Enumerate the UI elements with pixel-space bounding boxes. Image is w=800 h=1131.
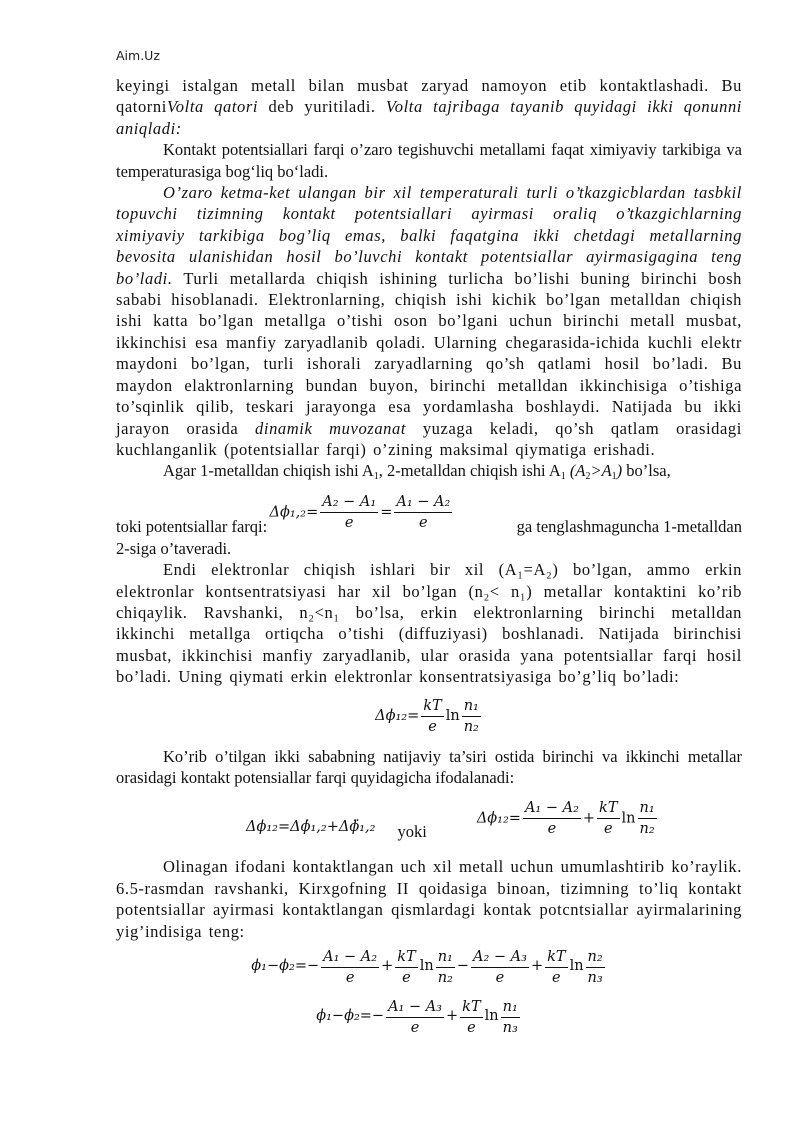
denominator: n₂	[639, 820, 655, 837]
denominator: e	[495, 969, 505, 986]
paragraph-7: Olinagan ifodani kontaktlangan uch xil metall uchun umumlashtirib ko’raylik. 6.5-rasmdan ravshanki, Kirxgofning II qoidasiga binoan, tizimning to’liq kontakt potentsiallar ayirmasi kontaktlangan qismlardagi kontak potcntsiallar ayirmalarining yig’indisiga teng:	[116, 857, 742, 941]
numerator: n₂	[586, 947, 605, 968]
text: bo’lsa,	[622, 461, 671, 481]
text: ϕ₁−ϕ₂=−	[316, 1008, 385, 1025]
numerator: A₁ − A₂	[394, 492, 452, 513]
numerator: kT	[395, 947, 417, 968]
text: +	[446, 1008, 459, 1025]
formula-sum: Δϕ₁₂=Δϕ̇₁,₂+Δϕ̈₁,₂	[246, 818, 376, 835]
denominator: e	[547, 820, 557, 837]
text: , 2-metalldan chiqish ishi A	[378, 461, 561, 481]
paragraph-5: Endi elektronlar chiqish ishlari bir xil (A₁=A₂) bo’lgan, ammo erkin elektronlar kontsentratsiyasi har xil bo’lgan (n₂< n₁) metallar kontaktini ko’rib chiqaylik. Ravshanki, n₂<n₁ bo’lsa, erkin elektronlarning birinchi metalldan ikkinchi metallga ortiqcha o’tishi (diffuziyasi) boshlanadi. Natijada birinchisi musbat, ikkinchisi manfiy zaryadlanib, ular orasida yana potentsiallar farqi hosil bo’ladi. Uning qiymati erkin elektronlar konsentratsiyasiga bo’g’liq bo’ladi:	[116, 560, 742, 687]
text: ϕ₁−ϕ₂=−	[251, 958, 320, 975]
text: ln	[419, 958, 434, 975]
text: toki potentsiallar farqi:	[116, 517, 268, 537]
numerator: kT	[597, 798, 619, 819]
denominator: e	[428, 719, 437, 736]
formula-row-2	[116, 788, 742, 848]
formula-three-metals-1	[116, 942, 742, 992]
numerator: kT	[545, 947, 567, 968]
formula-three-metals-2	[116, 992, 742, 1042]
paragraph-1	[116, 75, 742, 139]
text: ln	[445, 707, 460, 724]
paragraph-4-end: 2-siga o’taveradi.	[116, 538, 232, 558]
text: +	[381, 958, 394, 975]
text: +	[582, 810, 596, 827]
text: yuzaga keladi, qo’sh qatlam orasidagi kuchlanganlik (potentsiallar farqi) o’zining maksimal qiymatiga erishadi.	[116, 418, 742, 459]
denominator: e	[402, 969, 411, 986]
text: >A	[590, 461, 612, 481]
text: +	[530, 958, 544, 975]
numerator: kT	[460, 997, 482, 1018]
denominator: n₃	[502, 1019, 518, 1036]
text: −	[456, 958, 469, 975]
numerator: A₁ − A₂	[321, 947, 379, 968]
text: Turli metallarda chiqish ishining turlicha bo’lishi buning birinchi bosh sababi hisoblanadi. Elektronlarning, chiqish ishi kichik bo’lgan metalldan chiqish ishi katta bo’lgan metallga o’tishi oson bo’lgani uchun birinchi metall musbat, ikkinchisi esa manfiy zaryadlanib qoladi. Ularning chegarasida-ichida kuchli elektr maydoni bo’lgan, turli ishorali zaryadlarning qo’sh qatlami hosil bo’ladi. Bu maydon elaktronlarning bundan buyon, birinchi metalldan ikkinchisiga o’tishiga to’sqinlik qilib, teskari jarayonga esa yordamlasha boshlaydi. Natijada bu ikki jarayon orasida	[116, 268, 742, 438]
denominator: e	[603, 820, 613, 837]
subscript: 1	[560, 471, 566, 483]
subscript: 1	[611, 471, 617, 483]
text: ln	[621, 810, 636, 827]
denominator: e	[410, 1019, 420, 1036]
numerator: kT	[421, 696, 443, 717]
numerator: A₁ − A₃	[386, 997, 444, 1018]
denominator: e	[345, 969, 355, 986]
numerator: A₂ − A₁	[320, 492, 378, 513]
text: Δϕ₁₂=	[476, 810, 521, 827]
paragraph-4	[116, 460, 742, 487]
paragraph-6: Ko’rib o’tilgan ikki sababning natijaviy ta’siri ostida birinchi va ikkinchi metallar orasidagi kontakt potensiallar farqi quyidagicha ifodalanadi:	[116, 746, 742, 787]
site-header: Aim.Uz	[116, 48, 160, 63]
numerator: A₁ − A₂	[523, 798, 581, 819]
formula-concentration	[116, 688, 742, 746]
numerator: A₂ − A₃	[471, 947, 529, 968]
numerator: n₁	[462, 696, 481, 717]
text: (A	[565, 461, 586, 481]
numerator: n₁	[501, 997, 520, 1018]
denominator: e	[552, 969, 561, 986]
text: )	[616, 461, 623, 481]
text: Δϕ₁₂=	[375, 707, 420, 724]
denominator: n₃	[587, 969, 603, 986]
subscript: 2	[585, 471, 591, 483]
numerator: n₁	[638, 798, 657, 819]
denominator: e	[344, 515, 354, 532]
formula-row-1	[116, 488, 742, 538]
text: Δϕ₁,₂=	[269, 504, 319, 521]
text: ln	[569, 958, 584, 975]
term-volta-qatori: Volta qatori	[166, 97, 259, 117]
document-body	[116, 75, 742, 1042]
text: ln	[484, 1008, 499, 1025]
formula-work-function-difference	[270, 492, 455, 533]
numerator: n₁	[436, 947, 455, 968]
denominator: n₂	[437, 969, 453, 986]
paragraph-2: Kontakt potentsiallari farqi o’zaro tegishuvchi metallami faqat ximiyaviy tarkibiga va temperaturasiga bog‘liq bo‘ladi.	[116, 140, 742, 181]
italic-text: Volta tajribaga tayanib quyidagi ikki qonunni aniqladi:	[116, 97, 742, 138]
term-dinamik-muvozanat: dinamik muvozanat	[255, 418, 407, 438]
law-statement: O’zaro ketma-ket ulangan bir xil temperaturali turli o’tkazgicblardan tasbkil topuvchi tizimning kontakt potentsiallari ayirmasi oraliq o’tkazgichlarning ximiyaviy tarkibiga bog’liq emas, balki faqatgina ikki chetdagi metallarning bevosita ulanishidan hosil bo’luvchi kontakt potentsiallar ayirmasigagina teng bo’ladi.	[116, 183, 742, 288]
text-yoki: yoki	[397, 821, 427, 841]
denominator: n₂	[463, 719, 479, 736]
text: keyingi istalgan metall bilan musbat zaryad namoyon etib kontaktlashadi. Bu qatorni	[116, 76, 742, 117]
subscript: 1	[373, 471, 379, 483]
text: deb yuritiladi.	[258, 97, 386, 117]
denominator: e	[419, 515, 428, 532]
paragraph-3	[116, 182, 742, 460]
text: =	[380, 504, 393, 521]
formula-combined	[477, 798, 659, 839]
denominator: e	[467, 1019, 476, 1036]
text: Agar 1-metalldan chiqish ishi A	[163, 461, 374, 481]
text: ga tenglashmaguncha 1-metalldan	[516, 517, 742, 537]
